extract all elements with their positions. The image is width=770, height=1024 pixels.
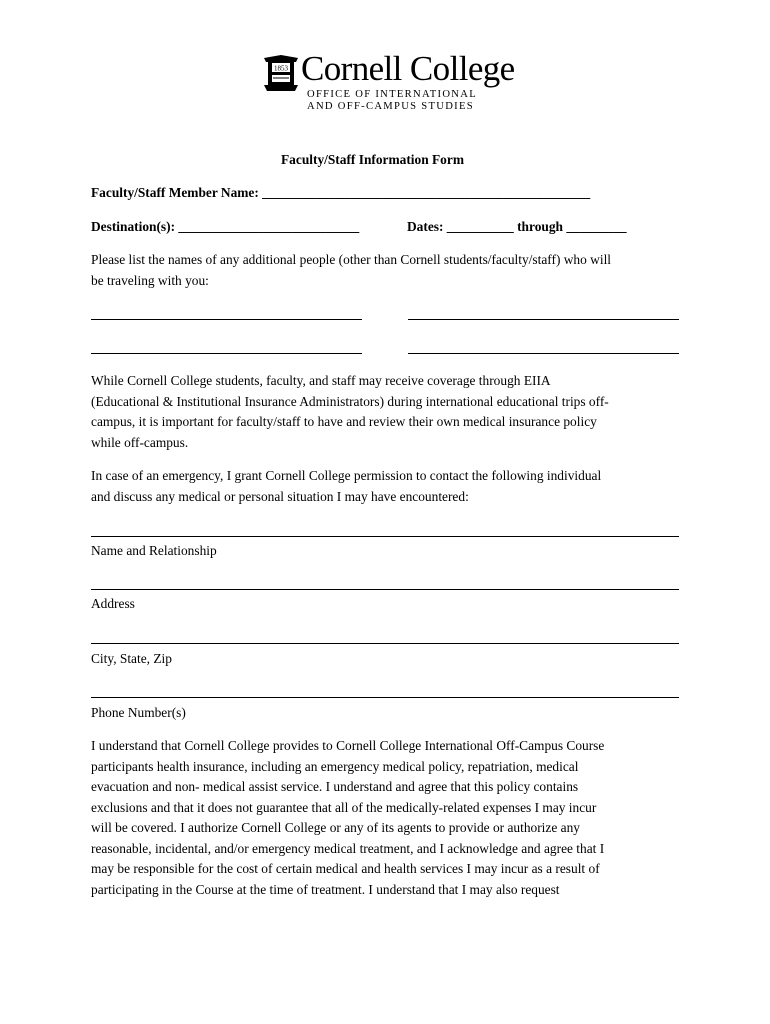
svg-text:1853: 1853 [274, 64, 288, 73]
paragraph-line: exclusions and that it does not guarantee that all of the medically-related expenses I may incur [91, 799, 597, 815]
understanding-paragraph [91, 736, 691, 900]
dates-field[interactable]: Dates: __________ through _________ [407, 219, 627, 234]
paragraph-line: may be responsible for the cost of certain medical and health services I may incur as a result of [91, 861, 600, 876]
phone-line[interactable] [91, 697, 679, 698]
insurance-paragraph [91, 371, 691, 453]
additional-person-line-1[interactable] [91, 319, 362, 320]
cornell-seal-icon [263, 54, 299, 92]
name-relationship-line[interactable] [91, 536, 679, 537]
paragraph-line: I understand that Cornell College provides to Cornell College International Off-Campus Course [91, 738, 605, 753]
phone-label: Phone Number(s) [91, 705, 186, 720]
address-line[interactable] [91, 589, 679, 590]
paragraph-line: campus, it is important for faculty/staff to have and review their own medical insurance policy [91, 414, 597, 429]
destinations-field[interactable]: Destination(s): ___________________________ [91, 219, 360, 234]
paragraph-line: will be covered. I authorize Cornell College or any of its agents to provide or authorize any [91, 820, 580, 835]
office-name-line1: OFFICE OF INTERNATIONAL [307, 89, 477, 100]
paragraph-line: reasonable, incidental, and/or emergency medical treatment, and I acknowledge and agree that I [91, 840, 605, 856]
city-state-zip-label: City, State, Zip [91, 651, 172, 666]
institution-name: Cornell College [301, 49, 515, 88]
paragraph-line: In case of an emergency, I grant Cornell College permission to contact the following individual [91, 468, 602, 483]
additional-person-line-2[interactable] [408, 319, 679, 320]
paragraph-line: participating in the Course at the time of treatment. I understand that I may also request [91, 881, 560, 897]
name-relationship-label: Name and Relationship [91, 543, 217, 558]
member-name-field[interactable]: Faculty/Staff Member Name: _________________________________________________ [91, 185, 591, 200]
office-name-line2: AND OFF-CAMPUS STUDIES [307, 101, 474, 112]
paragraph-line: While Cornell College students, faculty, and staff may receive coverage through EIIA [91, 373, 551, 388]
paragraph-line: (Educational & Institutional Insurance Administrators) during international educational trips off- [91, 393, 609, 409]
additional-person-line-4[interactable] [408, 353, 679, 354]
prompt-line: be traveling with you: [91, 272, 209, 288]
paragraph-line: evacuation and non- medical assist service. I understand and agree that this policy contains [91, 779, 579, 794]
city-state-zip-line[interactable] [91, 643, 679, 644]
paragraph-line: participants health insurance, including an emergency medical policy, repatriation, medical [91, 758, 579, 774]
emergency-paragraph [91, 466, 691, 507]
prompt-line: Please list the names of any additional people (other than Cornell students/faculty/staff) who will [91, 252, 612, 267]
additional-person-line-3[interactable] [91, 353, 362, 354]
paragraph-line: while off-campus. [91, 434, 189, 450]
form-title: Faculty/Staff Information Form [281, 152, 464, 167]
address-label: Address [91, 596, 135, 611]
additional-people-prompt [91, 250, 691, 291]
paragraph-line: and discuss any medical or personal situation I may have encountered: [91, 488, 469, 504]
